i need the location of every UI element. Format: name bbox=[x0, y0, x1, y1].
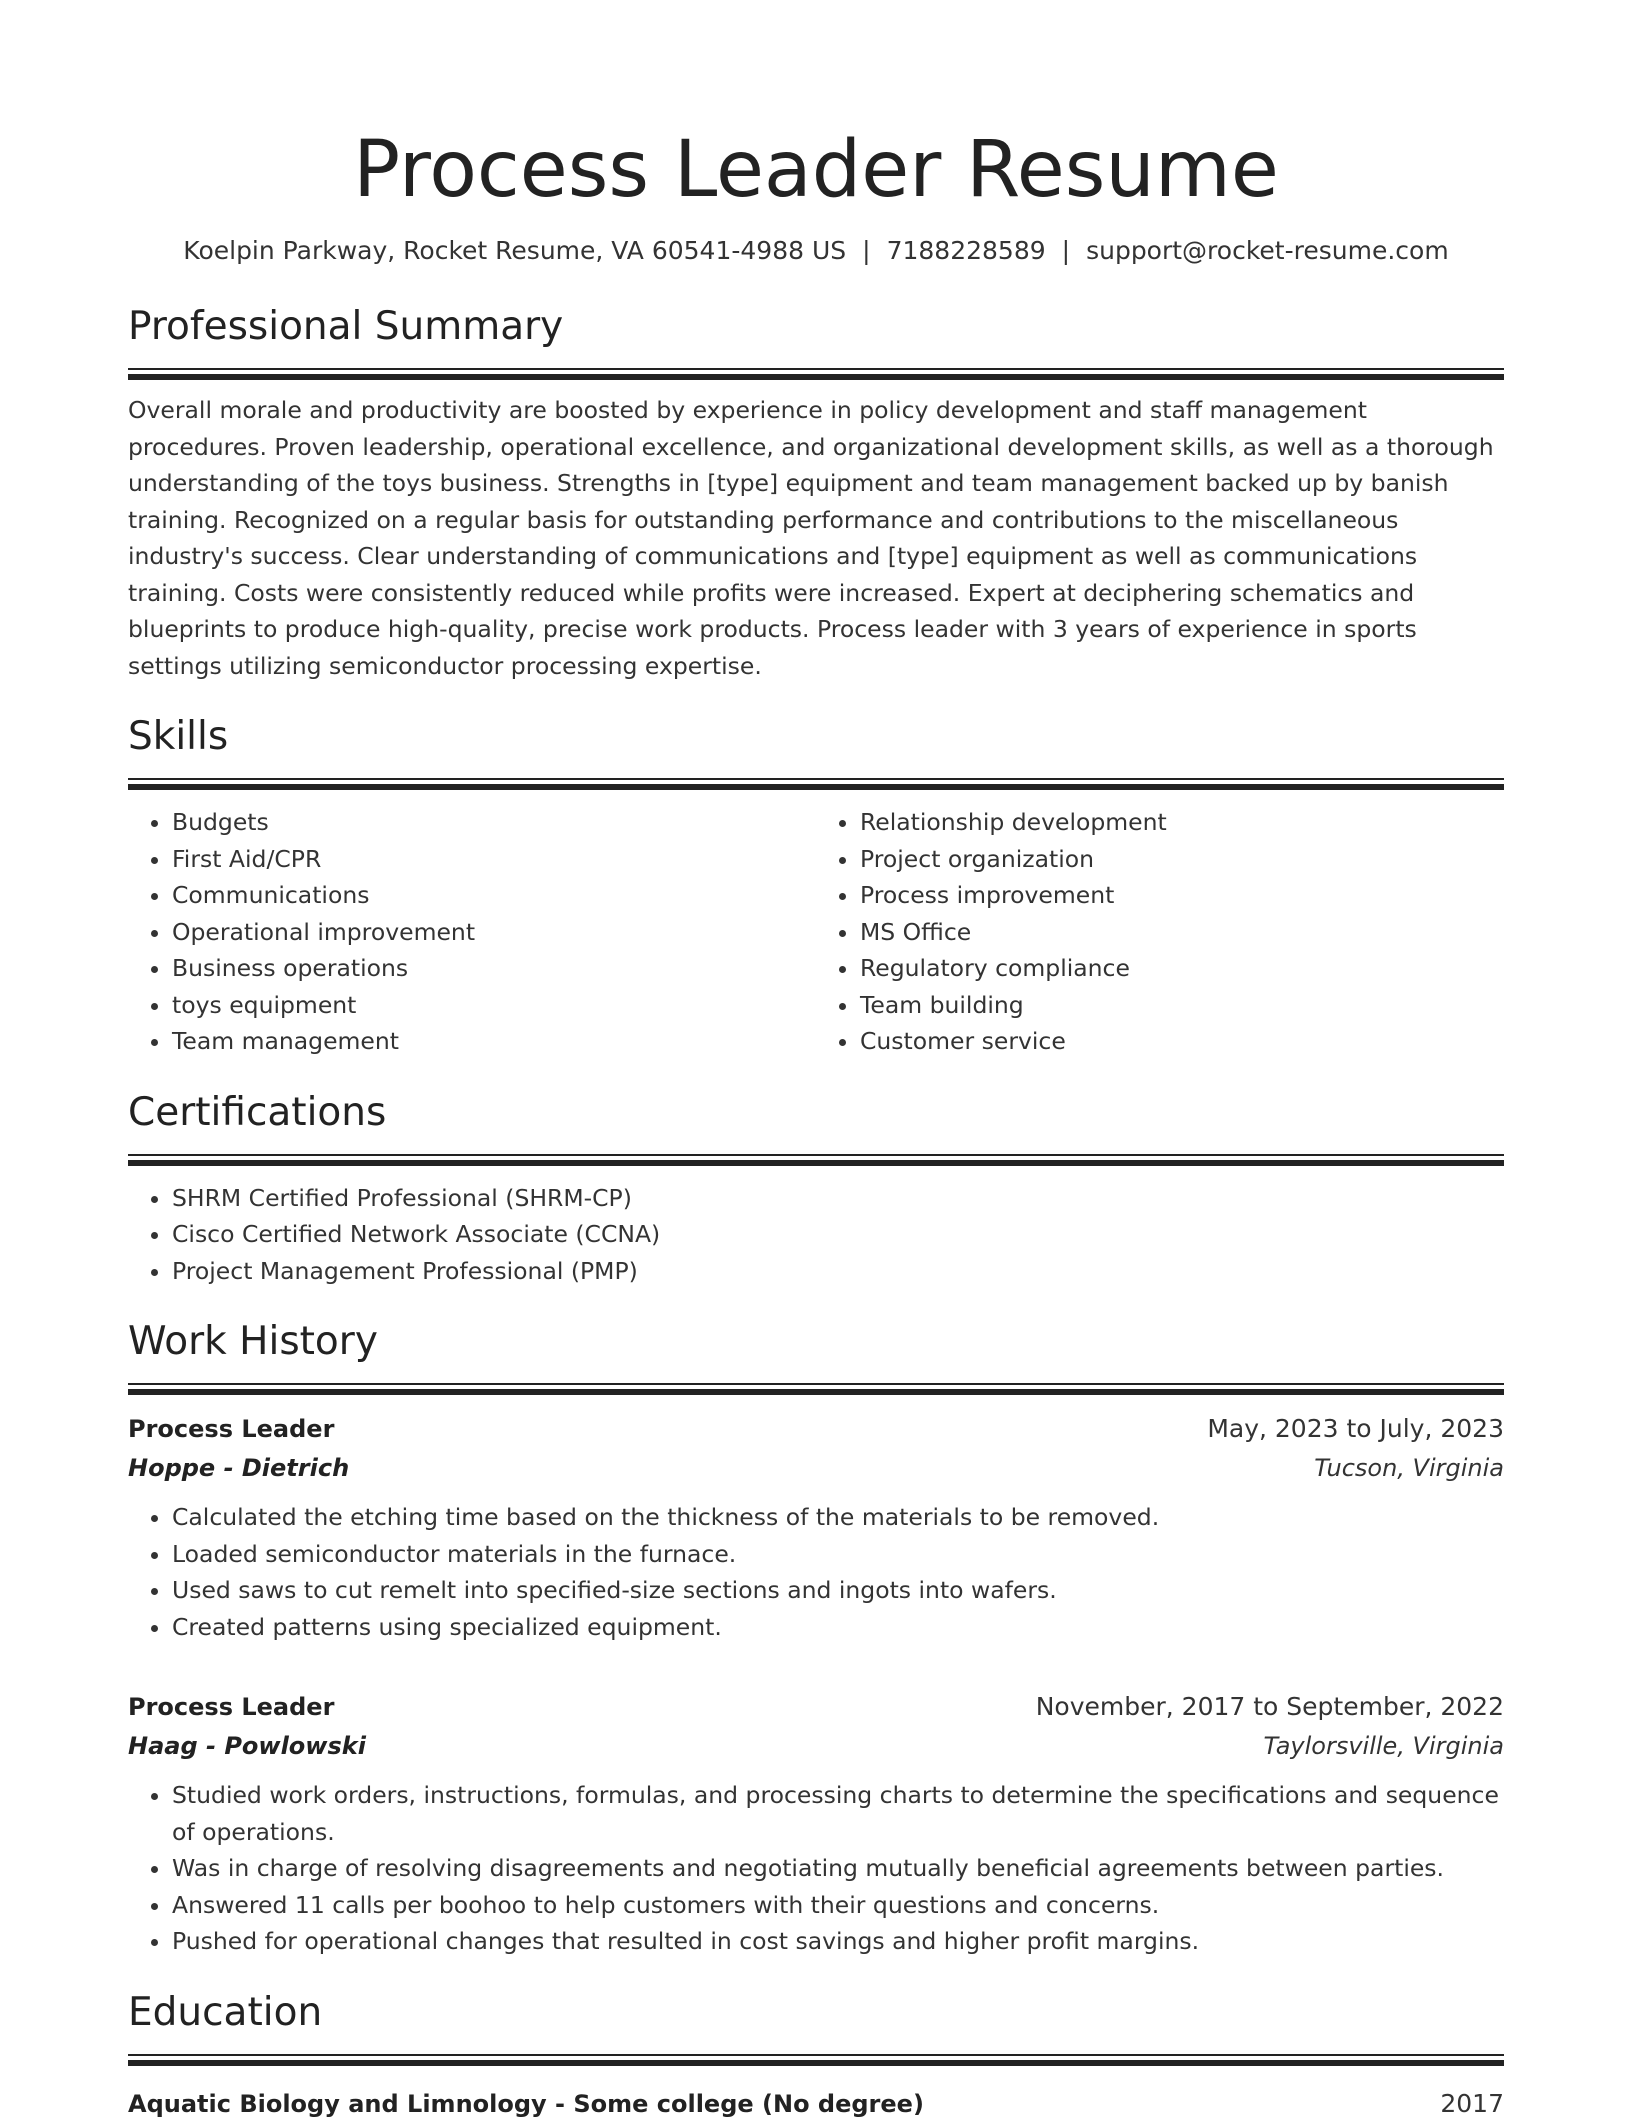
job-bullet: • Loaded semiconductor materials in the furnace. bbox=[172, 1536, 1504, 1573]
skills-grid bbox=[128, 790, 1504, 1060]
certifications-list bbox=[128, 1180, 1504, 1290]
job-bullet: • Was in charge of resolving disagreements and negotiating mutually beneficial agreements between parties. bbox=[172, 1850, 1504, 1887]
resume-title: Process Leader Resume bbox=[353, 125, 1279, 215]
skills-list-right bbox=[816, 804, 1504, 1060]
job-bullets bbox=[128, 1777, 1504, 1960]
job-location: Taylorsville, Virginia bbox=[1263, 1732, 1504, 1760]
skill-item: • Customer service bbox=[860, 1023, 1504, 1060]
skill-item: • Operational improvement bbox=[172, 914, 816, 951]
job-bullet: • Created patterns using specialized equipment. bbox=[172, 1609, 1504, 1646]
job-bullet: • Calculated the etching time based on the thickness of the materials to be removed. bbox=[172, 1499, 1504, 1536]
skill-item: • toys equipment bbox=[172, 987, 816, 1024]
section-divider bbox=[128, 1154, 1504, 1166]
skill-item: • Team management bbox=[172, 1023, 816, 1060]
education-heading: Education bbox=[128, 1989, 323, 2035]
skill-item: • Business operations bbox=[172, 950, 816, 987]
skill-item: • Relationship development bbox=[860, 804, 1504, 841]
skill-item: • Regulatory compliance bbox=[860, 950, 1504, 987]
job-bullet: • Pushed for operational changes that resulted in cost savings and higher profit margins. bbox=[172, 1923, 1504, 1960]
job-company: Haag - Powlowski bbox=[128, 1732, 366, 1760]
certification-item: • Project Management Professional (PMP) bbox=[172, 1253, 1504, 1290]
job-title: Process Leader bbox=[128, 1415, 335, 1443]
resume-page bbox=[128, 0, 1504, 2124]
certification-item: • Cisco Certified Network Associate (CCNA) bbox=[172, 1216, 1504, 1253]
skill-item: • Project organization bbox=[860, 841, 1504, 878]
work-history-section bbox=[128, 1317, 1504, 1960]
contact-separator: | bbox=[1061, 236, 1071, 265]
job-entry bbox=[128, 1409, 1504, 1645]
contact-separator: | bbox=[862, 236, 871, 265]
contact-email[interactable]: support@rocket-resume.com bbox=[1086, 236, 1449, 265]
job-entry bbox=[128, 1687, 1504, 1960]
section-divider bbox=[128, 368, 1504, 380]
job-header-row bbox=[128, 1409, 1504, 1449]
section-divider bbox=[128, 1383, 1504, 1395]
skills-section bbox=[128, 712, 1504, 1060]
contact-address: Koelpin Parkway, Rocket Resume, VA 60541-4988 US bbox=[183, 236, 847, 265]
job-bullet: • Studied work orders, instructions, formulas, and processing charts to determine the specifications and sequence of operations. bbox=[172, 1777, 1504, 1850]
skill-item: • Budgets bbox=[172, 804, 816, 841]
education-section bbox=[128, 1988, 1504, 2124]
job-dates: November, 2017 to September, 2022 bbox=[1035, 1692, 1504, 1721]
job-location: Tucson, Virginia bbox=[1314, 1454, 1504, 1482]
job-company-row bbox=[128, 1727, 1504, 1765]
skill-item: • Team building bbox=[860, 987, 1504, 1024]
contact-line bbox=[128, 234, 1504, 268]
job-bullets bbox=[128, 1499, 1504, 1645]
job-company-row bbox=[128, 1449, 1504, 1487]
skill-item: • Process improvement bbox=[860, 877, 1504, 914]
job-header-row bbox=[128, 1687, 1504, 1727]
section-divider bbox=[128, 778, 1504, 790]
contact-phone[interactable]: 7188228589 bbox=[886, 236, 1046, 265]
job-bullet: • Answered 11 calls per boohoo to help customers with their questions and concerns. bbox=[172, 1887, 1504, 1924]
summary-text: Overall morale and productivity are boosted by experience in policy development and staff management procedures. Proven leadership, operational excellence, and organizational development skills, as well as a thorough understanding of the toys business. Strengths in [type] equipment and team management backed up by banish training. Recognized on a regular basis for outstanding performance and contributions to the miscellaneous industry's success. Clear understanding of communications and [type] equipment as well as communications training. Costs were consistently reduced while profits were increased. Expert at deciphering schematics and blueprints to produce high-quality, precise work products. Process leader with 3 years of experience in sports settings utilizing semiconductor processing expertise. bbox=[128, 396, 1494, 680]
skill-item: • MS Office bbox=[860, 914, 1504, 951]
skill-item: • First Aid/CPR bbox=[172, 841, 816, 878]
summary-section bbox=[128, 302, 1504, 684]
education-year: 2017 bbox=[1440, 2088, 1504, 2118]
section-divider bbox=[128, 2054, 1504, 2066]
job-bullet: • Used saws to cut remelt into specified-size sections and ingots into wafers. bbox=[172, 1572, 1504, 1609]
summary-heading: Professional Summary bbox=[128, 304, 564, 349]
skill-item: • Communications bbox=[172, 877, 816, 914]
work-history-heading: Work History bbox=[128, 1319, 378, 1364]
certification-item: • SHRM Certified Professional (SHRM-CP) bbox=[172, 1180, 1504, 1217]
education-row bbox=[128, 2084, 1504, 2124]
job-company: Hoppe - Dietrich bbox=[128, 1454, 350, 1482]
certifications-heading: Certifications bbox=[128, 1089, 387, 1135]
job-dates: May, 2023 to July, 2023 bbox=[1207, 1414, 1504, 1443]
education-degree: Aquatic Biology and Limnology - Some college (No degree) bbox=[128, 2089, 924, 2118]
certifications-section bbox=[128, 1088, 1504, 1290]
skills-list-left bbox=[128, 804, 816, 1060]
job-title: Process Leader bbox=[128, 1693, 335, 1721]
skills-heading: Skills bbox=[128, 714, 229, 759]
